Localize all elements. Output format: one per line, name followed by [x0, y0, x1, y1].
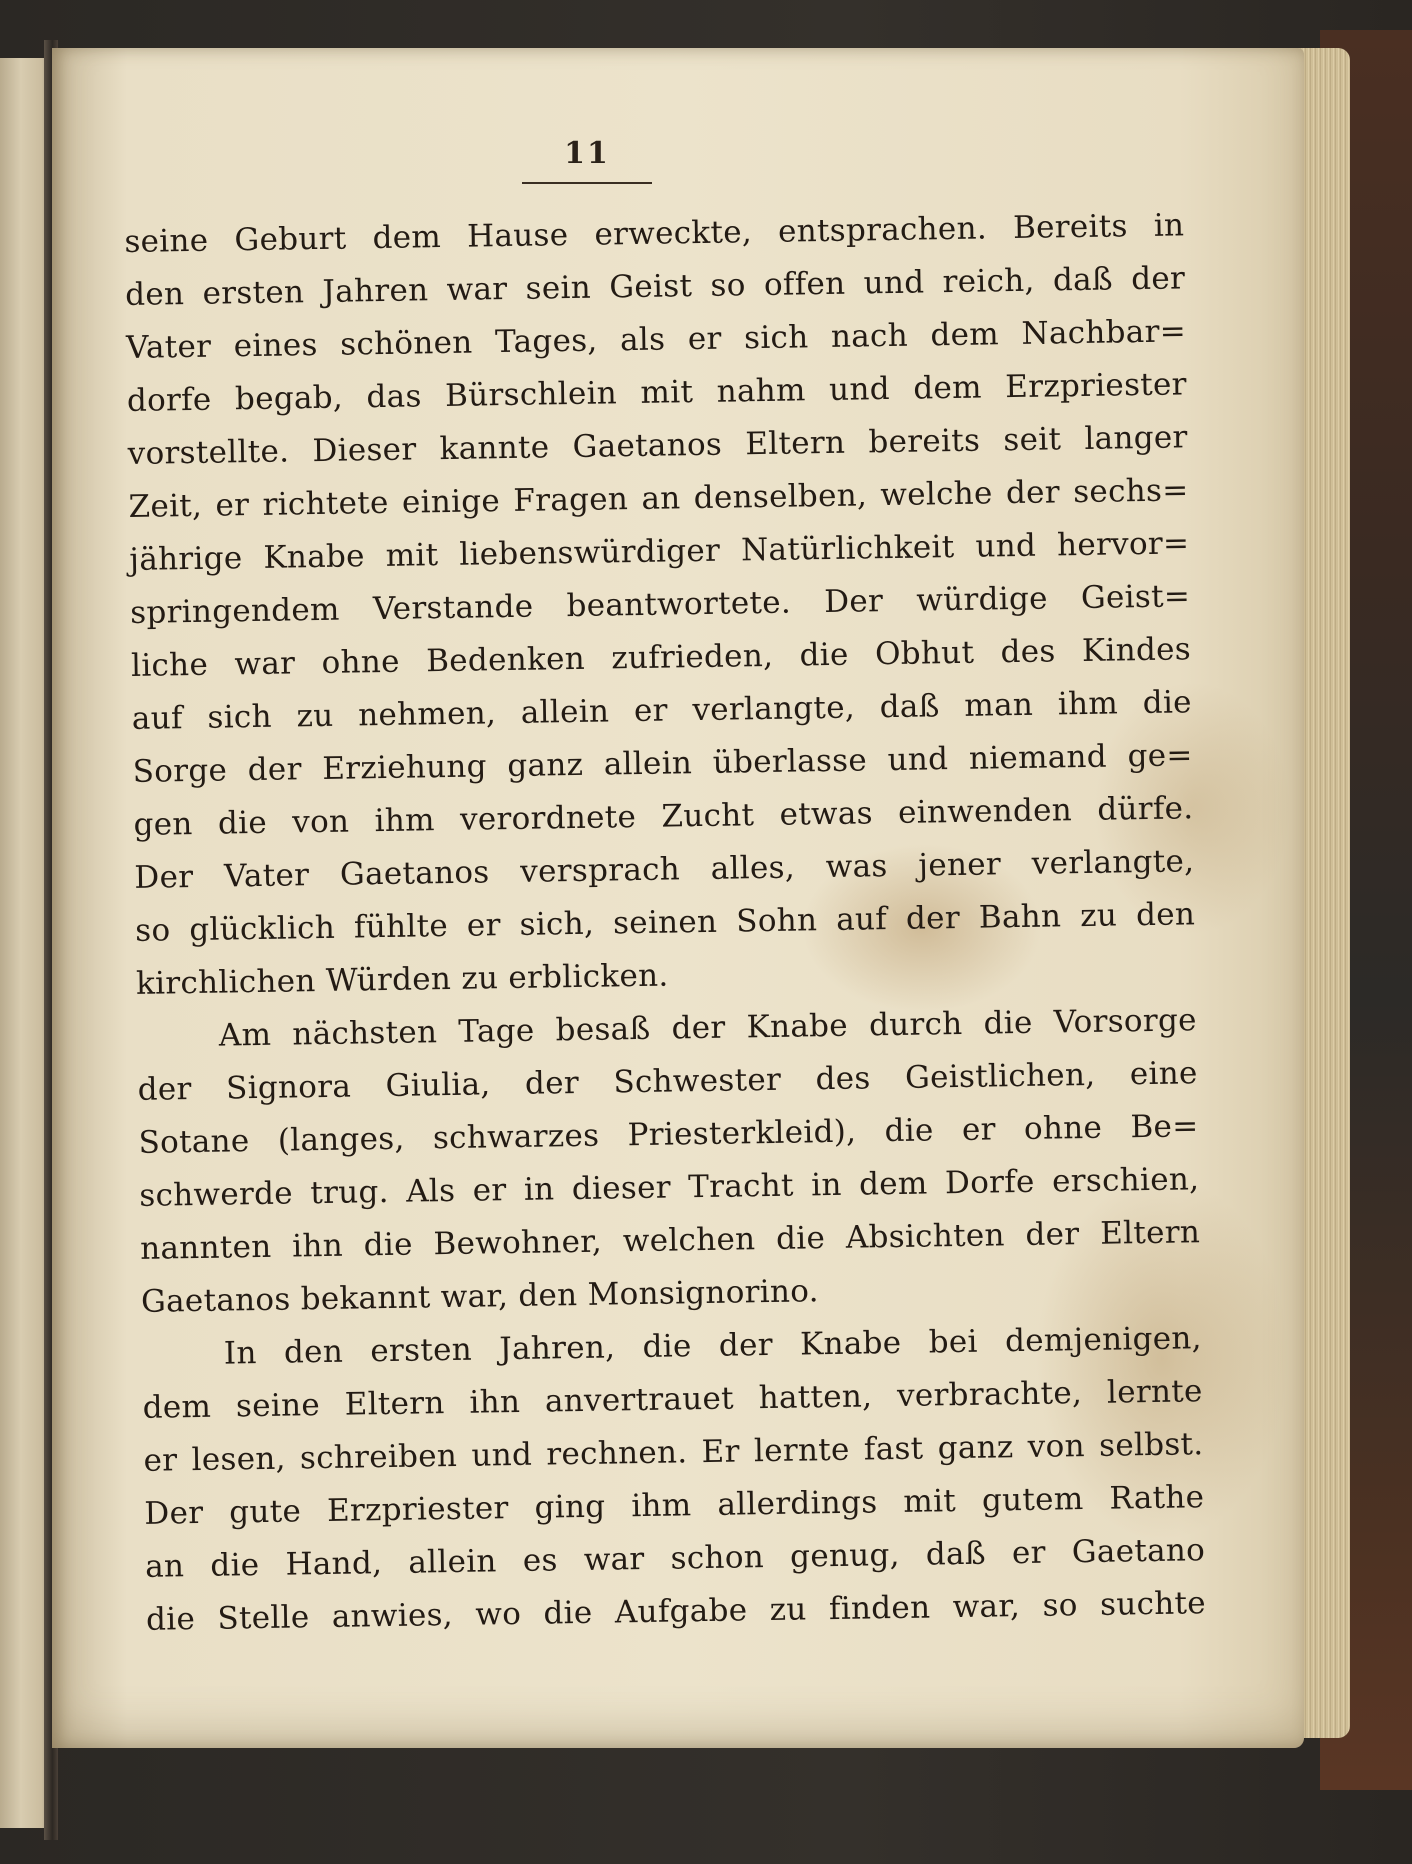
text-line: dem seine Eltern ihn anvertrauet hatten, verbrachte, lernte: [142, 1373, 1203, 1426]
text-line: dorfe begab, das Bürschlein mit nahm und dem Erzpriester: [126, 366, 1188, 419]
text-line: Vater eines schönen Tages, als er sich nach dem Nachbar=: [125, 313, 1187, 366]
text-line: vorstellte. Dieser kannte Gaetanos Eltern bereits seit langer: [127, 419, 1188, 472]
paragraph: [136, 994, 1201, 1329]
text-line: Gaetanos bekannt war, den Monsignorino.: [140, 1273, 820, 1320]
text-line: schwerde trug. Als er in dieser Tracht in dem Dorfe erschien,: [139, 1161, 1200, 1214]
page-number: 11: [564, 136, 610, 171]
text-line: In den ersten Jahren, die der Knabe bei demjenigen,: [223, 1320, 1203, 1372]
text-line: liche war ohne Bedenken zufrieden, die Obhut des Kindes: [130, 631, 1192, 684]
text-line: auf sich zu nehmen, allein er verlangte, daß man ihm die: [131, 684, 1193, 737]
book-page: [52, 48, 1304, 1748]
text-line: springendem Verstande beantwortete. Der würdige Geist=: [129, 578, 1191, 631]
text-line: Am nächsten Tage besaß der Knabe durch die Vorsorge: [218, 1002, 1198, 1054]
text-line: gen die von ihm verordnete Zucht etwas einwenden dürfe.: [133, 790, 1194, 843]
text-line: seine Geburt dem Hause erweckte, entsprachen. Bereits in: [124, 207, 1185, 260]
text-line: den ersten Jahren war sein Geist so offen und reich, daß der: [124, 260, 1186, 313]
text-line: er lesen, schreiben und rechnen. Er lernte fast ganz von selbst.: [143, 1426, 1204, 1479]
text-line: Der Vater Gaetanos versprach alles, was jener verlangte,: [134, 843, 1195, 896]
text-line: der Signora Giulia, der Schwester des Geistlichen, eine: [137, 1055, 1198, 1108]
text-line: Der gute Erzpriester ging ihm allerdings mit gutem Rathe: [144, 1479, 1205, 1532]
text-line: kirchlichen Würden zu erblicken.: [135, 957, 669, 1002]
text-line: jährige Knabe mit liebenswürdiger Natürlichkeit und hervor=: [129, 525, 1190, 578]
text-line: so glücklich fühlte er sich, seinen Sohn auf der Bahn zu den: [134, 896, 1196, 949]
text-line: Zeit, er richtete einige Fragen an denselben, welche der sechs=: [128, 472, 1189, 525]
text-line: nannten ihn die Bewohner, welchen die Absichten der Eltern: [139, 1214, 1201, 1267]
text-line: an die Hand, allein es war schon genug, daß er Gaetano: [144, 1532, 1206, 1585]
text-line: die Stelle anwies, wo die Aufgabe zu finden war, so suchte: [145, 1585, 1207, 1638]
text-line: Sotane (langes, schwarzes Priesterkleid), die er ohne Be=: [138, 1108, 1199, 1161]
paragraph: [124, 199, 1196, 1011]
header-rule: [522, 182, 652, 184]
page-text: [124, 199, 1206, 1646]
text-line: Sorge der Erziehung ganz allein überlasse und niemand ge=: [132, 737, 1193, 790]
paragraph: [141, 1312, 1206, 1647]
